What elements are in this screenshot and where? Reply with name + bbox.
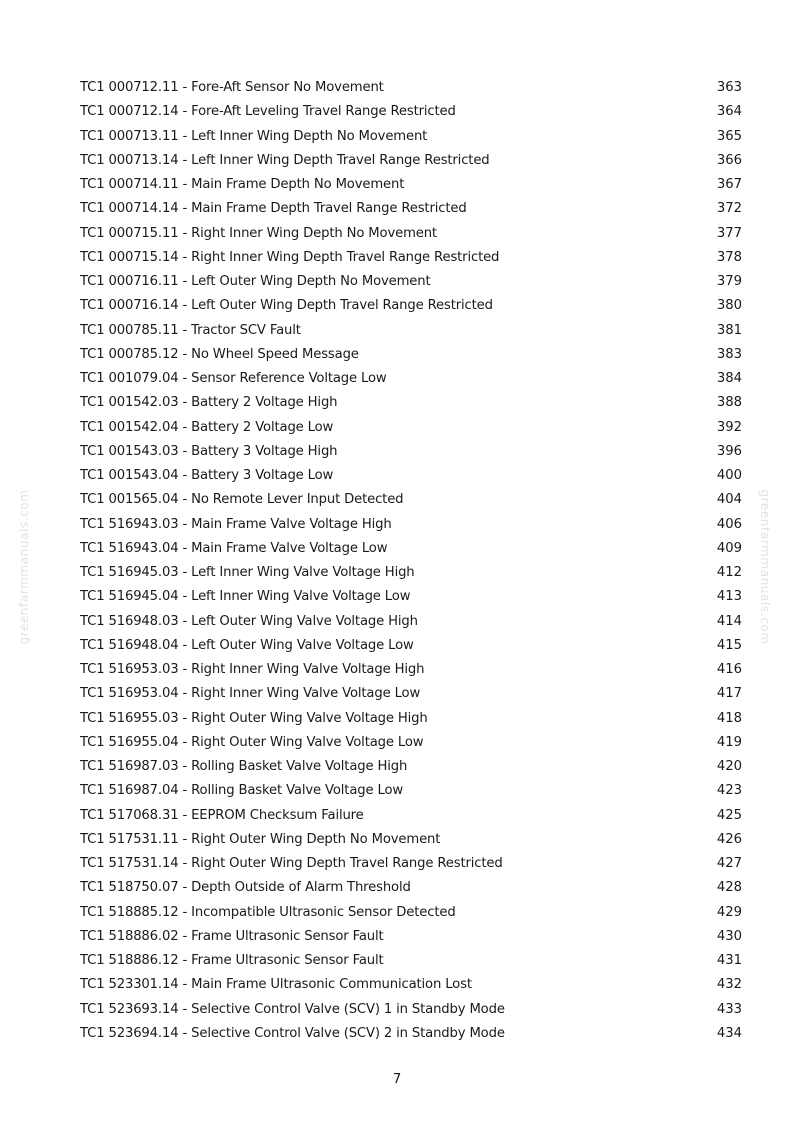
toc-entry[interactable] [80, 610, 742, 634]
toc-entry-title: TC1 518886.02 - Frame Ultrasonic Sensor Fault [80, 928, 384, 944]
toc-entry-page: 363 [716, 80, 742, 95]
toc-entry-title: TC1 000785.11 - Tractor SCV Fault [80, 322, 301, 338]
table-of-contents [80, 76, 742, 1046]
toc-entry-page: 366 [716, 152, 742, 168]
toc-entry[interactable] [80, 755, 742, 779]
toc-entry-title: TC1 000714.11 - Main Frame Depth No Movement [80, 177, 405, 192]
toc-entry-page: 420 [716, 759, 742, 774]
toc-entry-title: TC1 516955.03 - Right Outer Wing Valve Voltage High [80, 710, 428, 726]
toc-entry-page: 428 [716, 880, 742, 896]
toc-entry-title: TC1 000712.11 - Fore-Aft Sensor No Movement [80, 80, 384, 95]
toc-entry-title: TC1 000716.11 - Left Outer Wing Depth No Movement [80, 274, 431, 289]
toc-entry-title: TC1 517531.14 - Right Outer Wing Depth Travel Range Restricted [80, 856, 503, 871]
toc-entry-page: 404 [716, 492, 742, 508]
toc-entry-title: TC1 001079.04 - Sensor Reference Voltage Low [80, 371, 387, 386]
toc-entry[interactable] [80, 1022, 742, 1046]
toc-entry[interactable] [80, 634, 742, 658]
toc-entry-page: 409 [716, 540, 742, 556]
toc-entry[interactable] [80, 222, 742, 246]
toc-entry-page: 365 [716, 128, 742, 144]
toc-entry[interactable] [80, 513, 742, 537]
toc-entry-page: 396 [716, 443, 742, 459]
toc-entry[interactable] [80, 731, 742, 755]
toc-entry-title: TC1 516943.04 - Main Frame Valve Voltage Low [80, 540, 388, 556]
toc-entry[interactable] [80, 998, 742, 1022]
toc-entry-title: TC1 001543.04 - Battery 3 Voltage Low [80, 468, 334, 483]
toc-entry-page: 383 [716, 346, 742, 362]
toc-entry-title: TC1 000715.14 - Right Inner Wing Depth Travel Range Restricted [80, 249, 500, 265]
toc-entry-page: 433 [716, 1001, 742, 1017]
toc-entry-title: TC1 516987.03 - Rolling Basket Valve Voltage High [80, 759, 408, 774]
toc-entry[interactable] [80, 464, 742, 488]
toc-entry-page: 413 [716, 589, 742, 605]
toc-entry-title: TC1 000713.11 - Left Inner Wing Depth No Movement [80, 128, 428, 144]
toc-entry[interactable] [80, 149, 742, 173]
toc-entry-page: 419 [716, 734, 742, 750]
toc-entry-page: 432 [716, 977, 742, 993]
toc-entry-title: TC1 516943.03 - Main Frame Valve Voltage High [80, 516, 392, 532]
toc-entry-title: TC1 516948.03 - Left Outer Wing Valve Voltage High [80, 613, 418, 629]
toc-entry-page: 388 [716, 395, 742, 411]
page-number: 7 [392, 1071, 402, 1087]
toc-entry-page: 427 [716, 856, 742, 871]
toc-entry-page: 423 [716, 783, 742, 799]
toc-entry-page: 425 [716, 807, 742, 823]
toc-entry-title: TC1 516945.04 - Left Inner Wing Valve Voltage Low [80, 589, 411, 605]
toc-entry-title: TC1 516987.04 - Rolling Basket Valve Voltage Low [80, 783, 403, 799]
toc-entry-title: TC1 517068.31 - EEPROM Checksum Failure [80, 807, 364, 823]
toc-entry[interactable] [80, 925, 742, 949]
toc-entry-page: 384 [716, 371, 742, 386]
toc-entry[interactable] [80, 779, 742, 803]
toc-entry-title: TC1 001542.03 - Battery 2 Voltage High [80, 395, 338, 411]
toc-entry-title: TC1 000713.14 - Left Inner Wing Depth Travel Range Restricted [80, 152, 490, 168]
toc-entry-title: TC1 000715.11 - Right Inner Wing Depth No Movement [80, 225, 437, 241]
toc-entry[interactable] [80, 343, 742, 367]
toc-entry-title: TC1 518886.12 - Frame Ultrasonic Sensor Fault [80, 953, 384, 968]
toc-entry[interactable] [80, 100, 742, 124]
toc-entry-page: 412 [716, 565, 742, 580]
toc-entry-title: TC1 523693.14 - Selective Control Valve (SCV) 1 in Standby Mode [80, 1001, 505, 1017]
toc-entry-title: TC1 518750.07 - Depth Outside of Alarm Threshold [80, 880, 411, 896]
toc-entry[interactable] [80, 852, 742, 876]
toc-entry[interactable] [80, 973, 742, 997]
toc-entry-title: TC1 516953.03 - Right Inner Wing Valve Voltage High [80, 662, 425, 677]
toc-entry-page: 367 [716, 177, 742, 192]
toc-entry-title: TC1 518885.12 - Incompatible Ultrasonic Sensor Detected [80, 904, 456, 920]
toc-entry-title: TC1 000712.14 - Fore-Aft Leveling Travel Range Restricted [80, 104, 456, 120]
toc-entry-page: 434 [716, 1025, 742, 1041]
toc-entry[interactable] [80, 949, 742, 973]
toc-entry-page: 417 [716, 686, 742, 702]
toc-entry-title: TC1 523301.14 - Main Frame Ultrasonic Communication Lost [80, 977, 472, 993]
watermark-left: greenfarmmanuals.com [17, 489, 31, 645]
toc-entry-page: 416 [716, 662, 742, 677]
toc-entry-title: TC1 001543.03 - Battery 3 Voltage High [80, 443, 338, 459]
toc-entry[interactable] [80, 197, 742, 221]
toc-entry-page: 414 [716, 613, 742, 629]
toc-entry-title: TC1 516953.04 - Right Inner Wing Valve Voltage Low [80, 686, 421, 702]
toc-entry-title: TC1 516945.03 - Left Inner Wing Valve Voltage High [80, 565, 415, 580]
toc-entry[interactable] [80, 828, 742, 852]
toc-entry-page: 381 [716, 322, 742, 338]
toc-entry-title: TC1 516948.04 - Left Outer Wing Valve Voltage Low [80, 637, 414, 653]
toc-entry-page: 431 [716, 953, 742, 968]
toc-entry[interactable] [80, 561, 742, 585]
toc-entry[interactable] [80, 367, 742, 391]
toc-entry-title: TC1 000716.14 - Left Outer Wing Depth Travel Range Restricted [80, 298, 493, 314]
toc-entry[interactable] [80, 804, 742, 828]
toc-entry-page: 364 [716, 104, 742, 120]
toc-entry[interactable] [80, 682, 742, 706]
toc-entry-page: 415 [716, 637, 742, 653]
watermark-right: greenfarmmanuals.com [758, 489, 772, 645]
toc-entry[interactable] [80, 270, 742, 294]
toc-entry[interactable] [80, 440, 742, 464]
toc-entry-page: 380 [716, 298, 742, 314]
toc-entry-title: TC1 000714.14 - Main Frame Depth Travel Range Restricted [80, 201, 467, 217]
toc-entry[interactable] [80, 173, 742, 197]
toc-entry-title: TC1 001542.04 - Battery 2 Voltage Low [80, 419, 334, 435]
toc-entry-page: 430 [716, 928, 742, 944]
toc-entry[interactable] [80, 391, 742, 415]
toc-entry[interactable] [80, 876, 742, 900]
toc-entry-title: TC1 000785.12 - No Wheel Speed Message [80, 346, 359, 362]
toc-entry-title: TC1 523694.14 - Selective Control Valve (SCV) 2 in Standby Mode [80, 1025, 505, 1041]
toc-entry[interactable] [80, 125, 742, 149]
toc-entry-title: TC1 516955.04 - Right Outer Wing Valve Voltage Low [80, 734, 424, 750]
toc-entry[interactable] [80, 707, 742, 731]
toc-entry-page: 429 [716, 904, 742, 920]
toc-entry[interactable] [80, 416, 742, 440]
toc-entry-page: 426 [716, 831, 742, 847]
toc-entry[interactable] [80, 294, 742, 318]
toc-entry[interactable] [80, 488, 742, 512]
toc-entry[interactable] [80, 658, 742, 682]
toc-entry[interactable] [80, 585, 742, 609]
toc-entry[interactable] [80, 76, 742, 100]
toc-entry-title: TC1 001565.04 - No Remote Lever Input Detected [80, 492, 404, 508]
toc-entry-page: 406 [716, 516, 742, 532]
toc-entry[interactable] [80, 537, 742, 561]
toc-entry[interactable] [80, 901, 742, 925]
toc-entry-title: TC1 517531.11 - Right Outer Wing Depth No Movement [80, 831, 441, 847]
toc-entry-page: 392 [716, 419, 742, 435]
toc-entry[interactable] [80, 246, 742, 270]
toc-entry-page: 418 [716, 710, 742, 726]
toc-entry-page: 378 [716, 249, 742, 265]
toc-entry-page: 400 [716, 468, 742, 483]
toc-entry-page: 379 [716, 274, 742, 289]
toc-entry-page: 372 [716, 201, 742, 217]
toc-entry-page: 377 [716, 225, 742, 241]
toc-entry[interactable] [80, 319, 742, 343]
